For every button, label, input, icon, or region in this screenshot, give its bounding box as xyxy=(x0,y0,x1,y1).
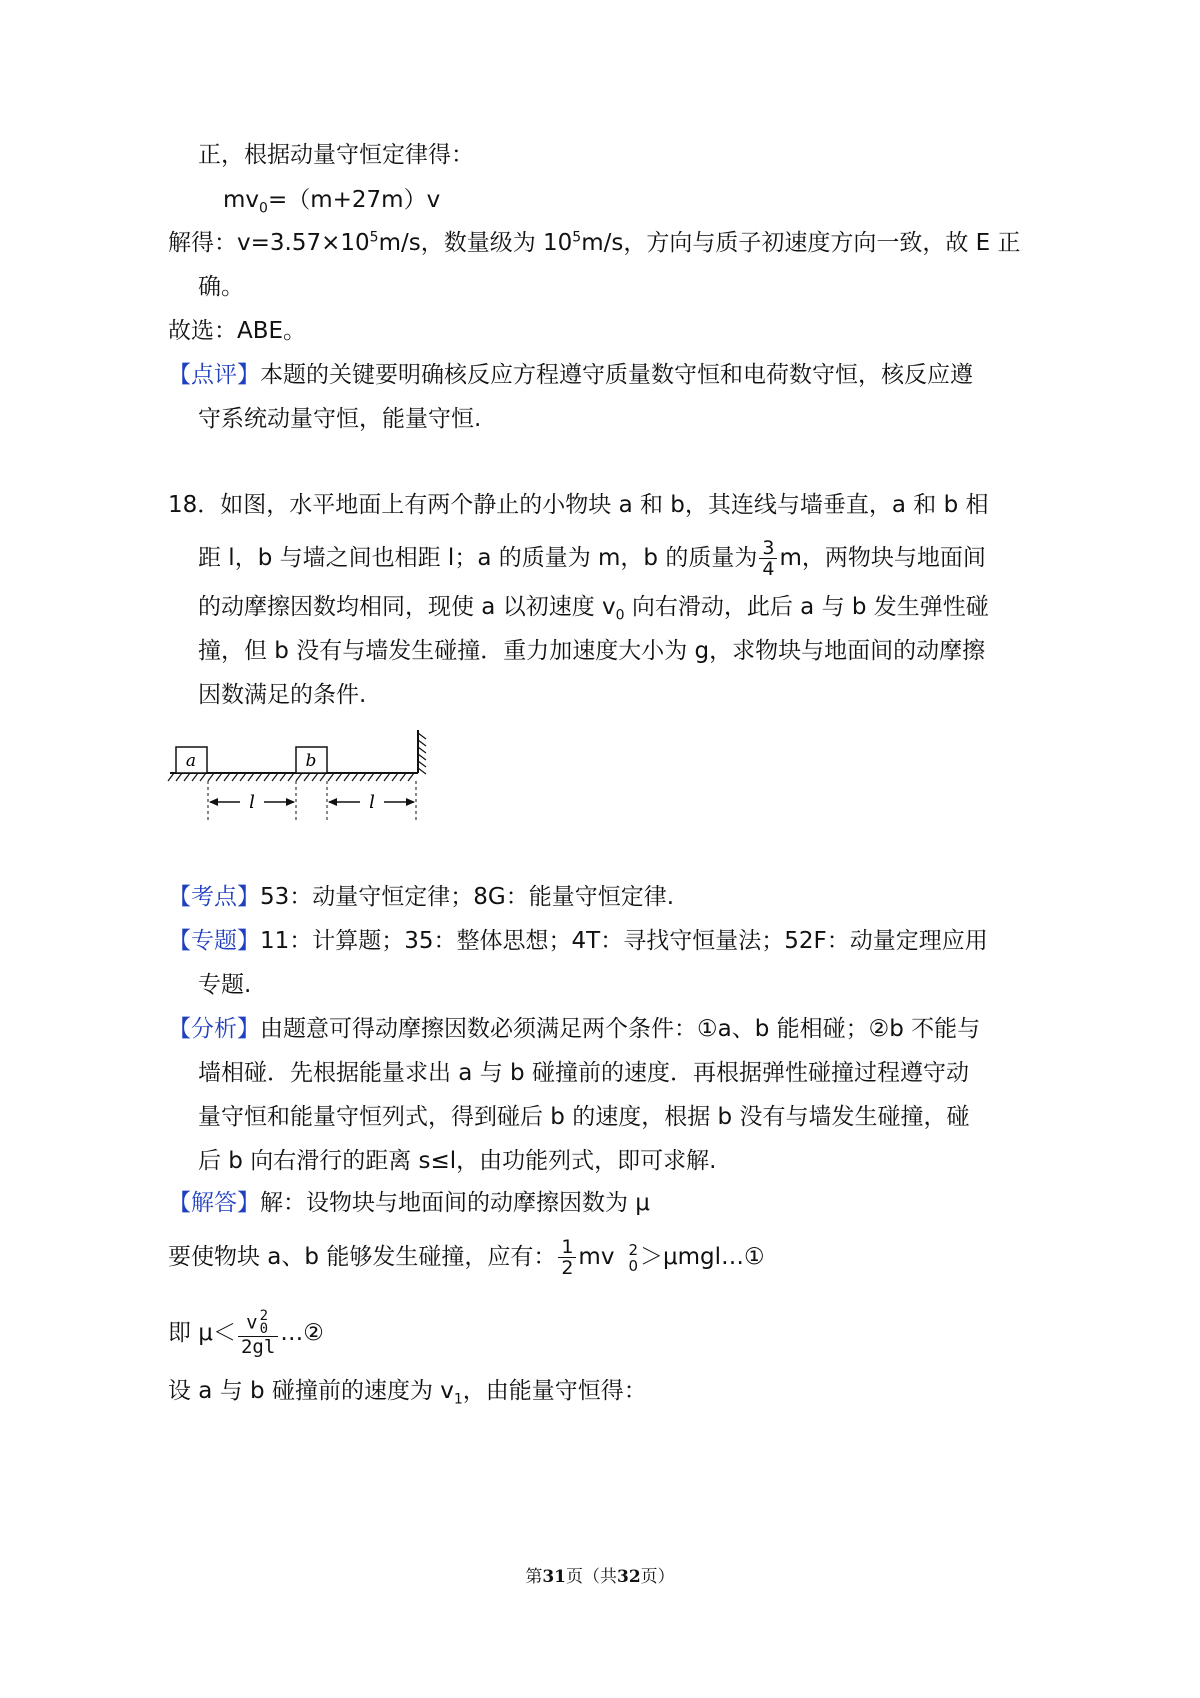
equation-3-intro: 设 a 与 b 碰撞前的速度为 $v_1$，由能量守恒得： xyxy=(168,1378,647,1408)
physics-diagram xyxy=(160,725,450,825)
fenxi-line: 【分析】由题意可得动摩擦因数必须满足两个条件：①a、b 能相碰；②b 不能与 xyxy=(168,1016,981,1042)
question-18-line: 距 l，b 与墙之间也相距 l；a 的质量为 m，b 的质量为 $\frac{3}{4}$ m，两物块与地面间 xyxy=(198,537,986,580)
text-line: 正，根据动量守恒定律得： xyxy=(198,142,474,168)
page-footer: 第31页（共32页） xyxy=(525,1567,675,1587)
block-a-label: a xyxy=(185,751,197,771)
text-line: 墙相碰．先根据能量求出 a 与 b 碰撞前的速度．再根据弹性碰撞过程遵守动 xyxy=(198,1060,969,1086)
jieda-tag: 【解答】 xyxy=(168,1190,260,1216)
distance-label: l xyxy=(249,792,255,813)
text-line: 专题. xyxy=(198,972,252,998)
question-18-line: 的动摩擦因数均相同，现使 a 以初速度 $v_0$ 向右滑动，此后 a 与 b 发生弹性碰 xyxy=(198,594,989,624)
text-line: 量守恒和能量守恒列式，得到碰后 b 的速度，根据 b 没有与墙发生碰撞，碰 xyxy=(198,1104,970,1130)
zhuanti-line: 【专题】11：计算题；35：整体思想；4T：寻找守恒量法；52F：动量定理应用 xyxy=(168,928,988,954)
text-line: 解得：$v=3.57\times 10^5m/s$，数量级为 $10^5m/s$，方向与质子初速度方向一致，故 E 正 xyxy=(168,229,1021,256)
answer-line: 故选：ABE。 xyxy=(168,318,307,344)
fraction-3-4: $\frac{3}{4}$ xyxy=(759,538,777,579)
text-line: 确。 xyxy=(198,274,244,300)
fenxi-tag: 【分析】 xyxy=(168,1016,260,1042)
text-line: 守系统动量守恒，能量守恒. xyxy=(198,406,482,432)
text-line: 后 b 向右滑行的距离 s≤l，由功能列式，即可求解. xyxy=(198,1148,717,1174)
distance-label: l xyxy=(369,792,375,813)
question-18-line: 撞，但 b 没有与墙发生碰撞．重力加速度大小为 g，求物块与地面间的动摩擦 xyxy=(198,638,986,664)
kaodian-line: 【考点】53：动量守恒定律；8G：能量守恒定律. xyxy=(168,884,675,910)
equation-2: 即 μ＜ v 2 0 2gl …② xyxy=(168,1308,324,1358)
equation-1: 要使物块 a、b 能够发生碰撞，应有： $\frac{1}{2}$ mv 2 0 ＞μmgl…① xyxy=(168,1236,765,1279)
equation-momentum: $mv_0=(m+27m)v$ xyxy=(223,187,441,217)
page-number: 31 xyxy=(542,1567,566,1587)
zhuanti-tag: 【专题】 xyxy=(168,928,260,954)
review-tag: 【点评】 xyxy=(168,362,260,388)
fraction-v0-2gl: v 2 0 2gl xyxy=(238,1310,278,1357)
question-18-line: 因数满足的条件. xyxy=(198,682,367,708)
kaodian-tag: 【考点】 xyxy=(168,884,260,910)
jieda-line: 【解答】解：设物块与地面间的动摩擦因数为 μ xyxy=(168,1190,650,1216)
page-total: 32 xyxy=(617,1567,641,1587)
block-b-label: b xyxy=(305,751,317,771)
question-18-line: 18．如图，水平地面上有两个静止的小物块 a 和 b，其连线与墙垂直，a 和 b 相 xyxy=(168,492,989,518)
review-line: 【点评】本题的关键要明确核反应方程遵守质量数守恒和电荷数守恒，核反应遵 xyxy=(168,362,973,388)
fraction-1-2: $\frac{1}{2}$ xyxy=(558,1237,576,1278)
